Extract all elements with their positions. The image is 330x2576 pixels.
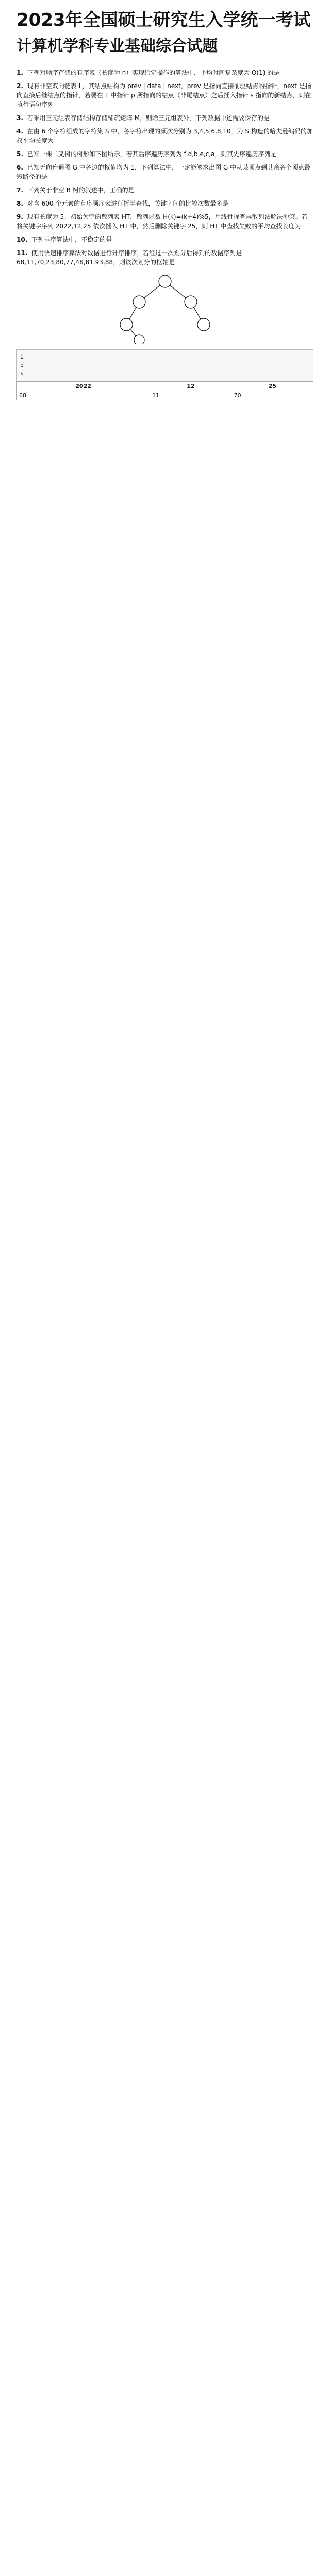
question-number: 8.: [16, 200, 23, 207]
exam-subtitle: 计算机学科专业基础综合试题: [16, 37, 218, 55]
question-text: 现有非空双向链表 L，其结点结构为 prev | data | next，prev 是指向直接前驱结点的指针，next 是指向直接后继结点的指针，若要在 L 中指针 p 所指向的结点（非尾结点）之后插入指针 s 指向的新结点，则在执行语句序列: [16, 82, 311, 108]
question-number: 5.: [16, 150, 23, 158]
table-header: 2022: [17, 382, 150, 391]
question-text: 对含 600 个元素的有序顺序表进行折半查找，关键字间的比较次数最多是: [27, 200, 229, 207]
binary-tree-diagram: [108, 272, 222, 344]
question-text: 现有长度为 5、初始为空的散列表 HT，散列函数 H(k)=(k+4)%5，用线性探查再散列法解决冲突。若将关键字序列 2022,12,25 依次插入 HT 中，然后删除关键字 25，则 HT 中查找失败的平均查找长度为: [16, 213, 308, 230]
question-text: 在由 6 个字符组成的字符集 S 中，各字符出现的频次分别为 3,4,5,6,8,10，为 S 构造的哈夫曼编码的加权平均长度为: [16, 128, 313, 144]
question-item: [16, 163, 314, 181]
question-item: [16, 113, 314, 123]
question-item: [16, 81, 314, 109]
question-number: 6.: [16, 164, 23, 171]
question-number: 1.: [16, 69, 23, 76]
table-cell: 68: [17, 391, 150, 400]
table-cell: 11: [150, 391, 232, 400]
tree-figure: [16, 272, 314, 344]
question-item: [16, 149, 314, 159]
table-header: 25: [232, 382, 313, 391]
code-snippet: [16, 349, 314, 381]
question-text: 下列排序算法中，不稳定的是: [31, 236, 112, 243]
question-number: 4.: [16, 128, 23, 135]
question-text: 若采用三元组表存储结构存储稀疏矩阵 M，则除三元组表外，下列数据中还需要保存的是: [27, 114, 270, 122]
question-item: [16, 248, 314, 267]
table-row: [17, 391, 314, 400]
question-number: 11.: [16, 249, 28, 257]
question-item: [16, 127, 314, 145]
question-text: 已知无向连通图 G 中各边的权值均为 1，下列算法中，一定能够求出图 G 中从某顶点到其余各个顶点最短路径的是: [16, 164, 311, 180]
question-number: 2.: [16, 82, 23, 90]
code-line: p: [20, 362, 24, 368]
question-number: 7.: [16, 187, 23, 194]
code-line: L: [20, 353, 24, 360]
exam-content: [0, 62, 330, 400]
question-item: [16, 235, 314, 244]
exam-header: [0, 0, 330, 62]
code-line: s: [20, 370, 24, 377]
exam-title: 2023年全国硕士研究生入学统一考试: [16, 10, 311, 30]
question-number: 3.: [16, 114, 23, 122]
question-number: 9.: [16, 213, 23, 221]
question-text: 下列对顺序存储的有序表（长度为 n）实现给定操作的算法中，平均时间复杂度为 O(1) 的是: [27, 69, 280, 76]
question-item: [16, 199, 314, 208]
question-number: 10.: [16, 236, 28, 243]
sample-table: [16, 381, 314, 400]
question-text: 下列关于非空 B 树的叙述中，正确的是: [27, 187, 135, 194]
question-text: 使用快速排序算法对数据进行升序排序，若经过一次划分后得到的数据序列是 68,11,70,23,80,77,48,81,93,88，则该次划分的枢轴是: [16, 249, 242, 266]
table-cell: 70: [232, 391, 313, 400]
question-item: [16, 68, 314, 77]
question-item: [16, 212, 314, 231]
table-header: 12: [150, 382, 232, 391]
question-item: [16, 185, 314, 195]
question-text: 已知一棵二叉树的树形如下图所示，若其后序遍历序列为 f,d,b,e,c,a，则其先序遍历序列是: [27, 150, 277, 158]
